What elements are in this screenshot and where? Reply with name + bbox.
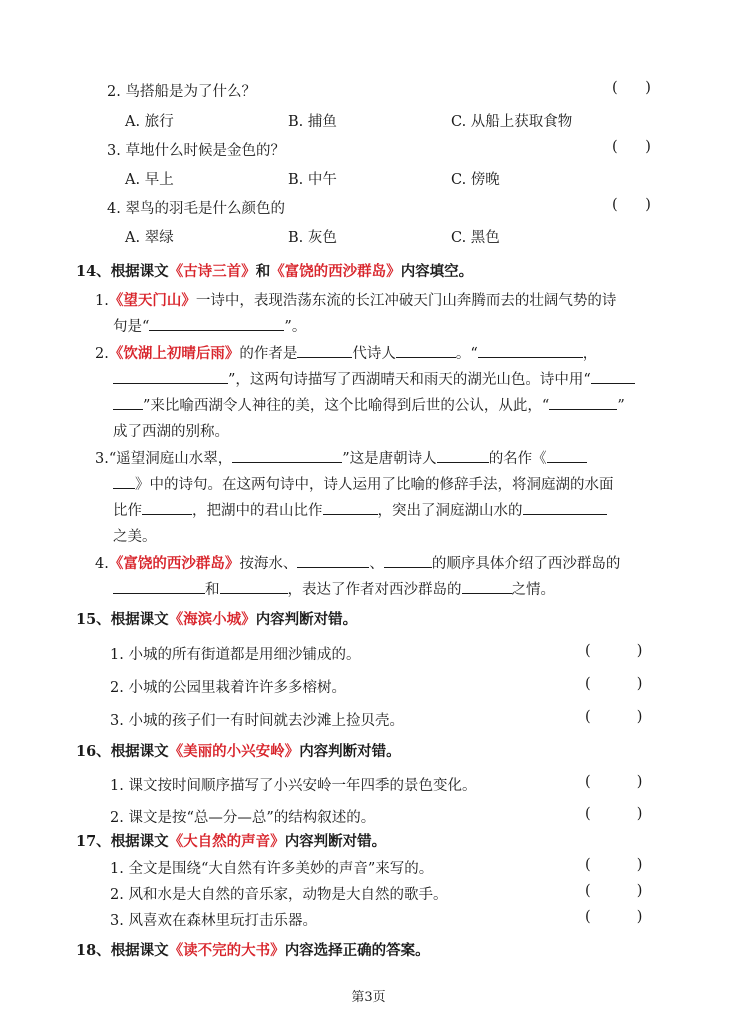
lesson-title: 《富饶的西沙群岛》 [270, 263, 401, 280]
q15-item: 2. 小城的公园里栽着许许多多榕树。 [110, 680, 346, 696]
q17-heading: 17、根据课文《大自然的声音》内容判断对错。 [76, 833, 387, 850]
page-number: 第3页 [351, 990, 386, 1005]
fill-blank[interactable] [232, 448, 342, 463]
fill-blank[interactable] [149, 316, 284, 331]
q14-s1-line2: 句是“ ”。 [113, 315, 306, 336]
fill-blank[interactable] [523, 500, 607, 515]
option-a[interactable]: A. 早上 [125, 172, 174, 188]
q15-heading: 15、根据课文《海滨小城》内容判断对错。 [76, 611, 358, 628]
q16-item: 1. 课文按时间顺序描写了小兴安岭一年四季的景色变化。 [110, 778, 477, 794]
fill-blank[interactable] [437, 448, 489, 463]
fill-blank[interactable] [142, 500, 192, 515]
q14-s2-line1: 2.《饮湖上初晴后雨》的作者是 代诗人 。“ ， [95, 345, 598, 362]
lesson-title: 《读不完的大书》 [168, 942, 285, 959]
fill-blank[interactable] [323, 500, 378, 515]
q13-sub2: 2. 鸟搭船是为了什么？ [107, 84, 256, 100]
q14-s3-line3: 比作 ，把湖中的君山比作 ，突出了洞庭湖山水的 [113, 499, 607, 520]
lesson-title: 《古诗三首》 [168, 263, 256, 280]
answer-paren[interactable]: ( ) [612, 80, 651, 96]
q14-heading: 14、根据课文《古诗三首》和《富饶的西沙群岛》内容填空。 [76, 263, 474, 280]
option-c[interactable]: C. 黑色 [451, 230, 500, 246]
q15-item: 3. 小城的孩子们一有时间就去沙滩上捡贝壳。 [110, 713, 404, 729]
fill-blank[interactable] [220, 579, 288, 594]
fill-blank[interactable] [591, 369, 635, 384]
q14-s2-line3: ”来比喻西湖令人神往的美，这个比喻得到后世的公认，从此，“ ” [113, 394, 625, 415]
answer-paren[interactable]: ( ) [585, 709, 643, 725]
poem-title: 《望天门山》 [108, 292, 196, 309]
q17-item: 2. 风和水是大自然的音乐家，动物是大自然的歌手。 [110, 887, 448, 903]
q14-s2-line4: 成了西湖的别称。 [113, 424, 229, 440]
answer-paren[interactable]: ( ) [585, 806, 643, 822]
poem-title: 《饮湖上初晴后雨》 [108, 345, 240, 362]
q13-sub3: 3. 草地什么时候是金色的？ [107, 143, 285, 159]
fill-blank[interactable] [113, 369, 228, 384]
q15-item: 1. 小城的所有街道都是用细沙铺成的。 [110, 647, 361, 663]
lesson-title: 《美丽的小兴安岭》 [168, 743, 300, 760]
q13-sub4: 4. 翠鸟的羽毛是什么颜色的 [107, 201, 285, 217]
q17-item: 1. 全文是围绕“大自然有许多美妙的声音”来写的。 [110, 861, 434, 877]
answer-paren[interactable]: ( ) [585, 857, 643, 873]
fill-blank[interactable] [384, 553, 432, 568]
answer-paren[interactable]: ( ) [585, 883, 643, 899]
answer-paren[interactable]: ( ) [585, 643, 643, 659]
option-b[interactable]: B. 捕鱼 [288, 114, 337, 130]
q14-s1-line1: 1.《望天门山》一诗中，表现浩荡东流的长江冲破天门山奔腾而去的壮阔气势的诗 [95, 292, 617, 309]
answer-paren[interactable]: ( ) [585, 676, 643, 692]
fill-blank[interactable] [478, 343, 583, 358]
q14-s3-line2: 》中的诗句。在这两句诗中，诗人运用了比喻的修辞手法，将洞庭湖的水面 [113, 473, 614, 494]
option-b[interactable]: B. 灰色 [288, 230, 337, 246]
fill-blank[interactable] [549, 395, 617, 410]
q16-item: 2. 课文是按“总—分—总”的结构叙述的。 [110, 810, 376, 826]
lesson-title: 《大自然的声音》 [168, 833, 285, 850]
q17-item: 3. 风喜欢在森林里玩打击乐器。 [110, 913, 317, 929]
fill-blank[interactable] [547, 448, 587, 463]
fill-blank[interactable] [396, 343, 456, 358]
option-a[interactable]: A. 旅行 [125, 114, 174, 130]
fill-blank[interactable] [113, 579, 205, 594]
option-b[interactable]: B. 中午 [288, 172, 337, 188]
option-c[interactable]: C. 傍晚 [451, 172, 500, 188]
fill-blank[interactable] [113, 395, 143, 410]
q16-heading: 16、根据课文《美丽的小兴安岭》内容判断对错。 [76, 743, 401, 760]
q14-s4-line1: 4.《富饶的西沙群岛》按海水、 、 的顺序具体介绍了西沙群岛的 [95, 555, 621, 572]
fill-blank[interactable] [113, 474, 135, 489]
lesson-title: 《富饶的西沙群岛》 [108, 555, 240, 572]
option-c[interactable]: C. 从船上获取食物 [451, 114, 573, 130]
q14-s3-line1: 3.“遥望洞庭山水翠， ”这是唐朝诗人 的名作《 [95, 447, 587, 468]
fill-blank[interactable] [297, 553, 369, 568]
answer-paren[interactable]: ( ) [612, 197, 651, 213]
answer-paren[interactable]: ( ) [612, 139, 651, 155]
fill-blank[interactable] [297, 343, 352, 358]
answer-paren[interactable]: ( ) [585, 774, 643, 790]
lesson-title: 《海滨小城》 [168, 611, 256, 628]
q18-heading: 18、根据课文《读不完的大书》内容选择正确的答案。 [76, 942, 430, 959]
fill-blank[interactable] [462, 579, 512, 594]
q14-s4-line2: 和 ，表达了作者对西沙群岛的 之情。 [113, 578, 555, 599]
answer-paren[interactable]: ( ) [585, 909, 643, 925]
q14-s3-line4: 之美。 [113, 529, 157, 545]
option-a[interactable]: A. 翠绿 [125, 230, 174, 246]
q14-s2-line2: ”，这两句诗描写了西湖晴天和雨天的湖光山色。诗中用“ [113, 368, 635, 389]
